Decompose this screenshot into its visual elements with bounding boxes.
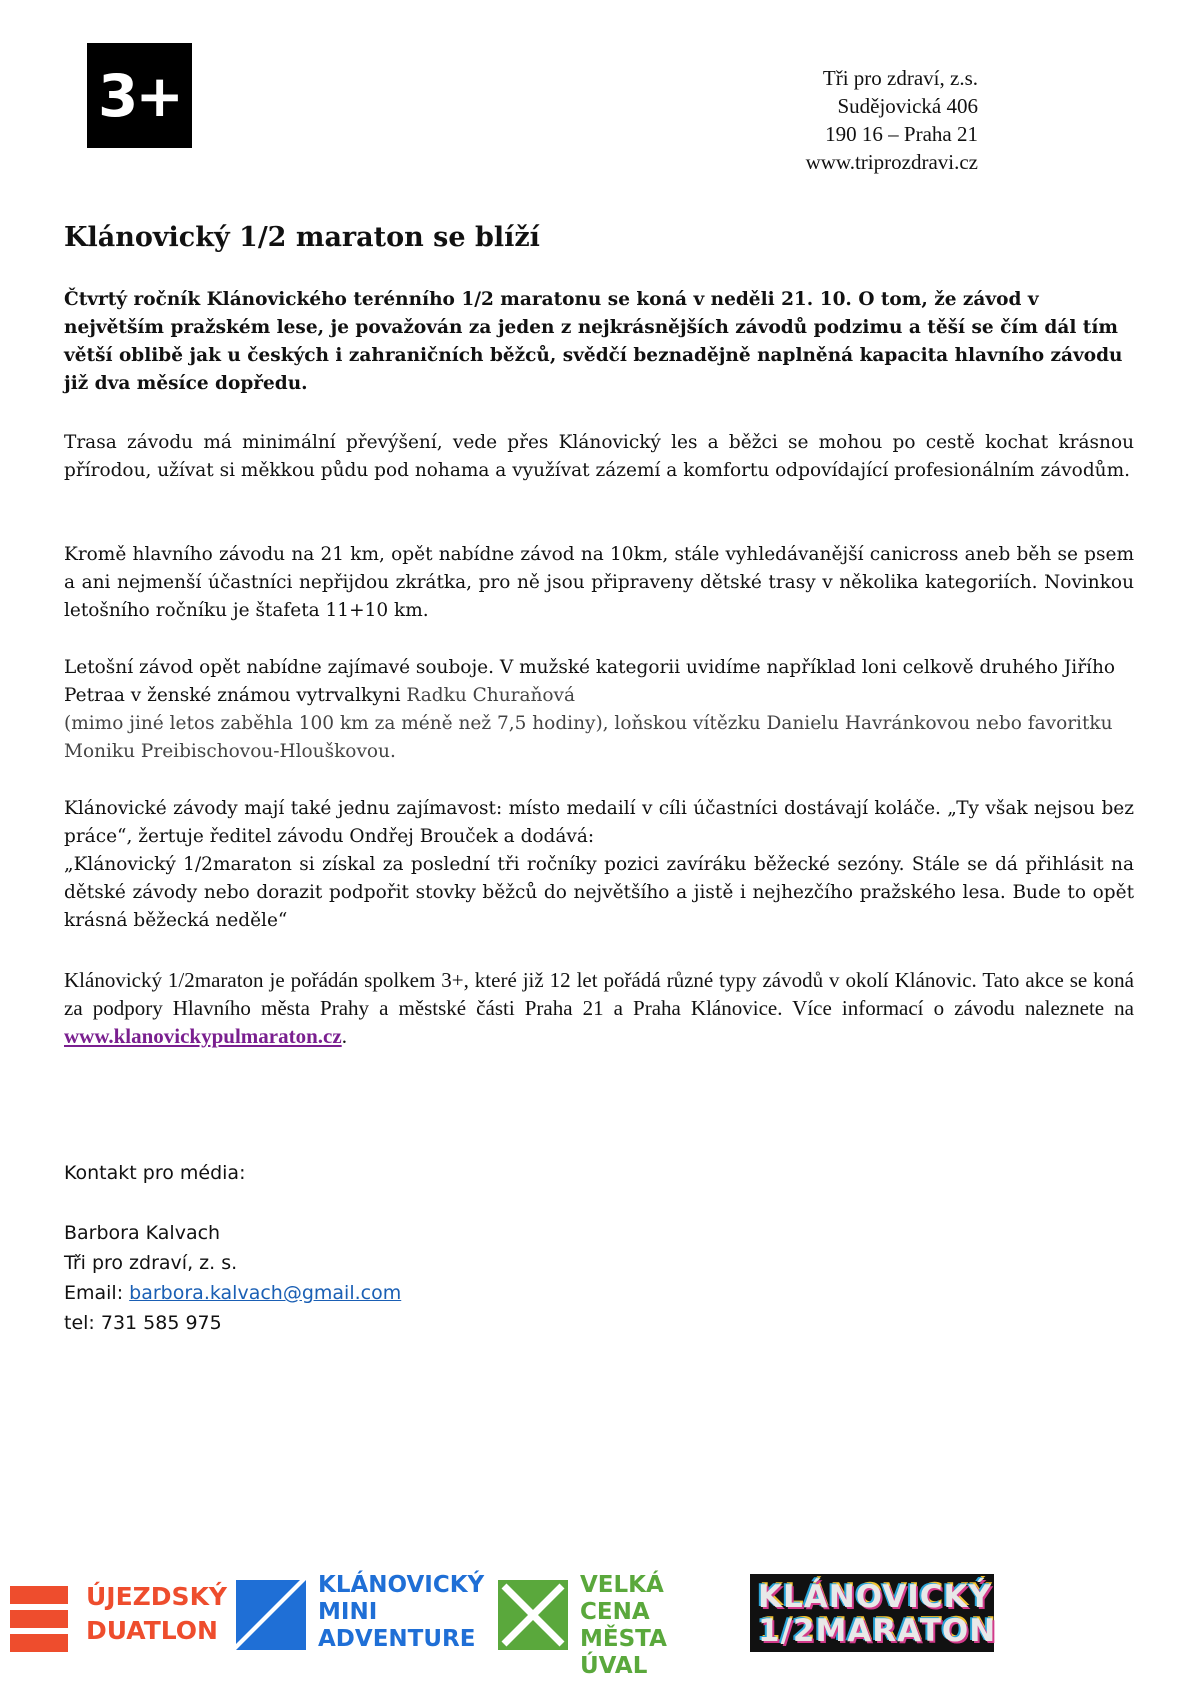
media-contact	[64, 1158, 401, 1338]
tri-plus-logo: 3+	[87, 43, 192, 148]
ujezdsky-line-2: DUATLON	[86, 1616, 218, 1645]
velka-cena-mark-icon	[498, 1580, 568, 1650]
quote-intro: Klánovické závody mají také jednu zajímavost: místo medailí v cíli účastníci dostávají koláče. „Ty však nejsou bez práce“, žertuje ředitel závodu Ondřej Brouček a dodává:	[64, 798, 1134, 847]
document-title: Klánovický 1/2 maraton se blíží	[64, 222, 540, 253]
ujezdsky-line-1: ÚJEZDSKÝ	[86, 1582, 228, 1611]
address-line-street: Sudějovická 406	[837, 94, 978, 118]
mini-adventure-mark-icon	[236, 1580, 306, 1650]
mini-line-1: KLÁNOVICKÝ	[318, 1572, 485, 1598]
competitors-text-a: Letošní závod opět nabídne zajímavé souboje. V mužské kategorii uvidíme například loni celkově druhého Jiřího Petraa v ženské známou vytrvalkyni	[64, 657, 1116, 706]
sender-address	[806, 64, 978, 176]
quote-text: „Klánovický 1/2maraton si získal za poslední tři ročníky pozici zavíráku běžecké sezóny. Stále se dá přihlásit na dětské závody nebo dorazit podpořit stovky běžců do největšího a jistě i nejhezčího pražského lesa. Bude to opět krásná běžecká neděle“	[64, 854, 1134, 931]
race-website-link[interactable]: www.klanovickypulmaraton.cz	[64, 1024, 342, 1048]
ujezdsky-duatlon-logo	[10, 1574, 228, 1654]
paragraph-organizer	[64, 966, 1134, 1050]
klanovicky-mini-adventure-logo	[236, 1572, 485, 1654]
paragraph-races: Kromě hlavního závodu na 21 km, opět nabídne závod na 10km, stále vyhledávanější canicross aneb běh se psem a ani nejmenší účastníci nepřijdou zkrátka, pro ně jsou připraveny dětské trasy v několika kategoriích. Novinkou letošního ročníku je štafeta 11+10 km.	[64, 544, 1134, 621]
email-link[interactable]: barbora.kalvach@gmail.com	[129, 1282, 402, 1304]
velka-line-3: MĚSTA ÚVAL	[580, 1626, 667, 1679]
organizer-end: .	[341, 1024, 347, 1048]
mini-line-3: ADVENTURE	[318, 1626, 476, 1652]
competitors-text-b: Radku Churaňová	[406, 685, 576, 706]
velka-line-1: VELKÁ	[580, 1572, 664, 1598]
paragraph-route: Trasa závodu má minimální převýšení, vede přes Klánovický les a běžci se mohou po cestě kochat krásnou přírodou, užívat si měkkou půdu pod nohama a využívat zázemí a komfortu odpovídající profesionálním závodům.	[64, 432, 1134, 481]
pulmaraton-line-2: 1/2MARATON	[758, 1613, 997, 1649]
competitors-text-c: (mimo jiné letos zaběhla 100 km za méně než 7,5 hodiny), loňskou vítězku Danielu Havránkovou nebo favoritku Moniku Preibischovou-Hlouškovou.	[64, 713, 1113, 762]
address-line-org: Tři pro zdraví, z.s.	[822, 66, 978, 90]
mini-line-2: MINI	[318, 1599, 378, 1625]
klanovicky-pulmaraton-logo	[750, 1574, 997, 1652]
contact-org: Tři pro zdraví, z. s.	[64, 1252, 238, 1274]
address-line-city: 190 16 – Praha 21	[825, 122, 978, 146]
email-label: Email:	[64, 1282, 124, 1304]
address-line-web: www.triprozdravi.cz	[805, 150, 978, 174]
organizer-text: Klánovický 1/2maraton je pořádán spolkem 3+, které již 12 let pořádá různé typy závodů v okolí Klánovic. Tato akce se koná za podpory Hlavního města Prahy a městské části Praha 21 a Praha Klánovice. Více informací o závodu naleznete na	[64, 968, 1134, 1020]
paragraph-competitors	[64, 654, 1134, 766]
contact-heading: Kontakt pro média:	[64, 1162, 246, 1184]
contact-email-line	[64, 1278, 401, 1308]
lead-paragraph: Čtvrtý ročník Klánovického terénního 1/2 maratonu se koná v neděli 21. 10. O tom, že závod v největším pražském lese, je považován za jeden z nejkrásnějších závodů podzimu a těší se čím dál tím větší oblibě jak u českých i zahraničních běžců, svědčí beznadějně naplněná kapacita hlavního závodu již dva měsíce dopředu.	[64, 289, 1123, 394]
velka-line-2: CENA	[580, 1599, 650, 1625]
velka-cena-mesta-uval-logo	[498, 1572, 733, 1679]
pulmaraton-line-1: KLÁNOVICKÝ	[758, 1579, 992, 1615]
contact-phone: tel: 731 585 975	[64, 1312, 222, 1334]
paragraph-quote	[64, 795, 1134, 935]
contact-name: Barbora Kalvach	[64, 1222, 221, 1244]
